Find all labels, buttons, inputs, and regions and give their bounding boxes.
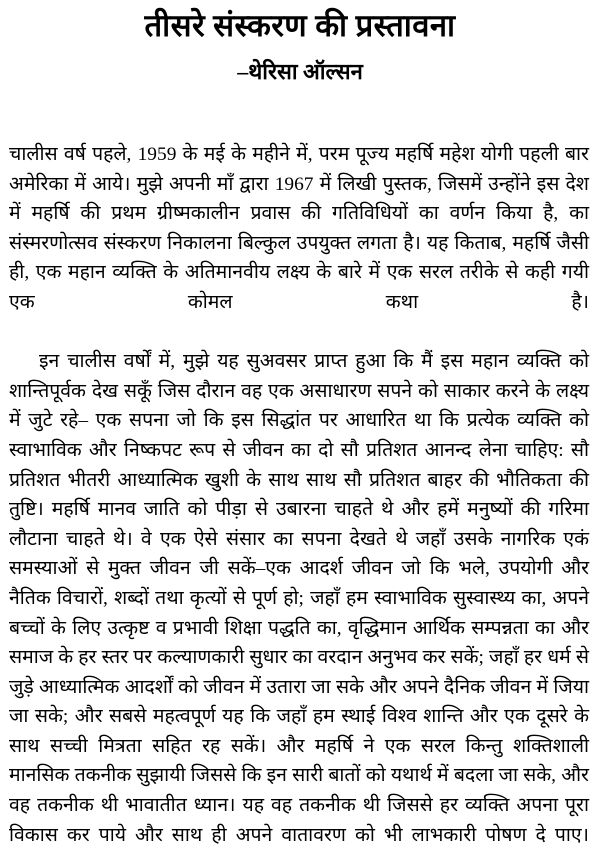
body-paragraph-2: इन चालीस वर्षों में, मुझे यह सुअवसर प्राप्त हुआ कि मैं इस महान व्यक्ति को शान्तिपूर्वक देख सकूँ जिस दौरान वह एक असाधारण सपने को साकार करने के लक्ष्य में जुटे रहे– एक सपना जो कि इस सिद्धांत पर आधारित था कि प्रत्येक व्यक्ति को स्वाभाविक और निष्कपट रूप से जीवन का दो सौ प्रतिशत आनन्द लेना चाहिए: सौ प्रतिशत भीतरी आध्यात्मिक खुशी के साथ साथ सौ प्रतिशत बाहर की भौतिकता की तुष्टि। महर्षि मानव जाति को पीड़ा से उबारना चाहते थे और हमें मनुष्यों की गरिमा लौटाना चाहते थे। वे एक ऐसे संसार का सपना देखते थे जहाँ उसके नागरिक एकं समस्याओं से मुक्त जीवन जी सकें–एक आदर्श जीवन जो कि भले, उपयोगी और नैतिक विचारों, शब्दों तथा कृत्यों से पूर्ण हो; जहाँ हम स्वाभाविक सुस्वास्थ्य का, अपने बच्चों के लिए उत्कृष्ट व प्रभावी शिक्षा पद्धति का, वृद्धिमान आर्थिक सम्पन्नता का और समाज के हर स्तर पर कल्याणकारी सुधार का वरदान अनुभव कर सकें; जहाँ हर धर्म से जुड़े आध्यात्मिक आदर्शों को जीवन में उतारा जा सके और अपने दैनिक जीवन में जिया जा सके; और सबसे महत्वपूर्ण यह कि जहाँ हम स्थाई विश्व शान्ति और एक दूसरे के साथ सच्ची मित्रता सहित रह सकें। और महर्षि ने एक सरल किन्तु शक्तिशाली मानसिक तकनीक सुझायी जिससे कि इन सारी बातों को यथार्थ में बदला जा सके, और वह तकनीक थी भावातीत ध्यान। यह वह तकनीक थी जिससे हर व्यक्ति अपना पूरा विकास कर पाये और साथ ही अपने वातावरण को भी लाभकारी पोषण दे पाए।	[9, 351, 589, 846]
author-byline: –थेरिसा ऑल्सन	[237, 58, 363, 84]
document-body	[9, 140, 589, 860]
body-paragraph-1: चालीस वर्ष पहले, 1959 के मई के महीने में, परम पूज्य महर्षि महेश योगी पहली बार अमेरिका में आये। मुझे अपनी माँ द्वारा 1967 में लिखी पुस्तक, जिसमें उन्होंने इस देश में महर्षि की प्रथम ग्रीष्मकालीन प्रवास की गतिविधियों का वर्णन किया है, का संस्मरणोत्सव संस्करण निकालना बिल्कुल उपयुक्त लगता है। यह किताब, महर्षि जैसी ही, एक महान व्यक्ति के अतिमानवीय लक्ष्य के बारे में एक सरल तरीके से कही गयी एक कोमल कथा है।	[9, 144, 589, 313]
page-title: तीसरे संस्करण की प्रस्तावना	[144, 8, 456, 43]
title-block	[0, 0, 600, 86]
